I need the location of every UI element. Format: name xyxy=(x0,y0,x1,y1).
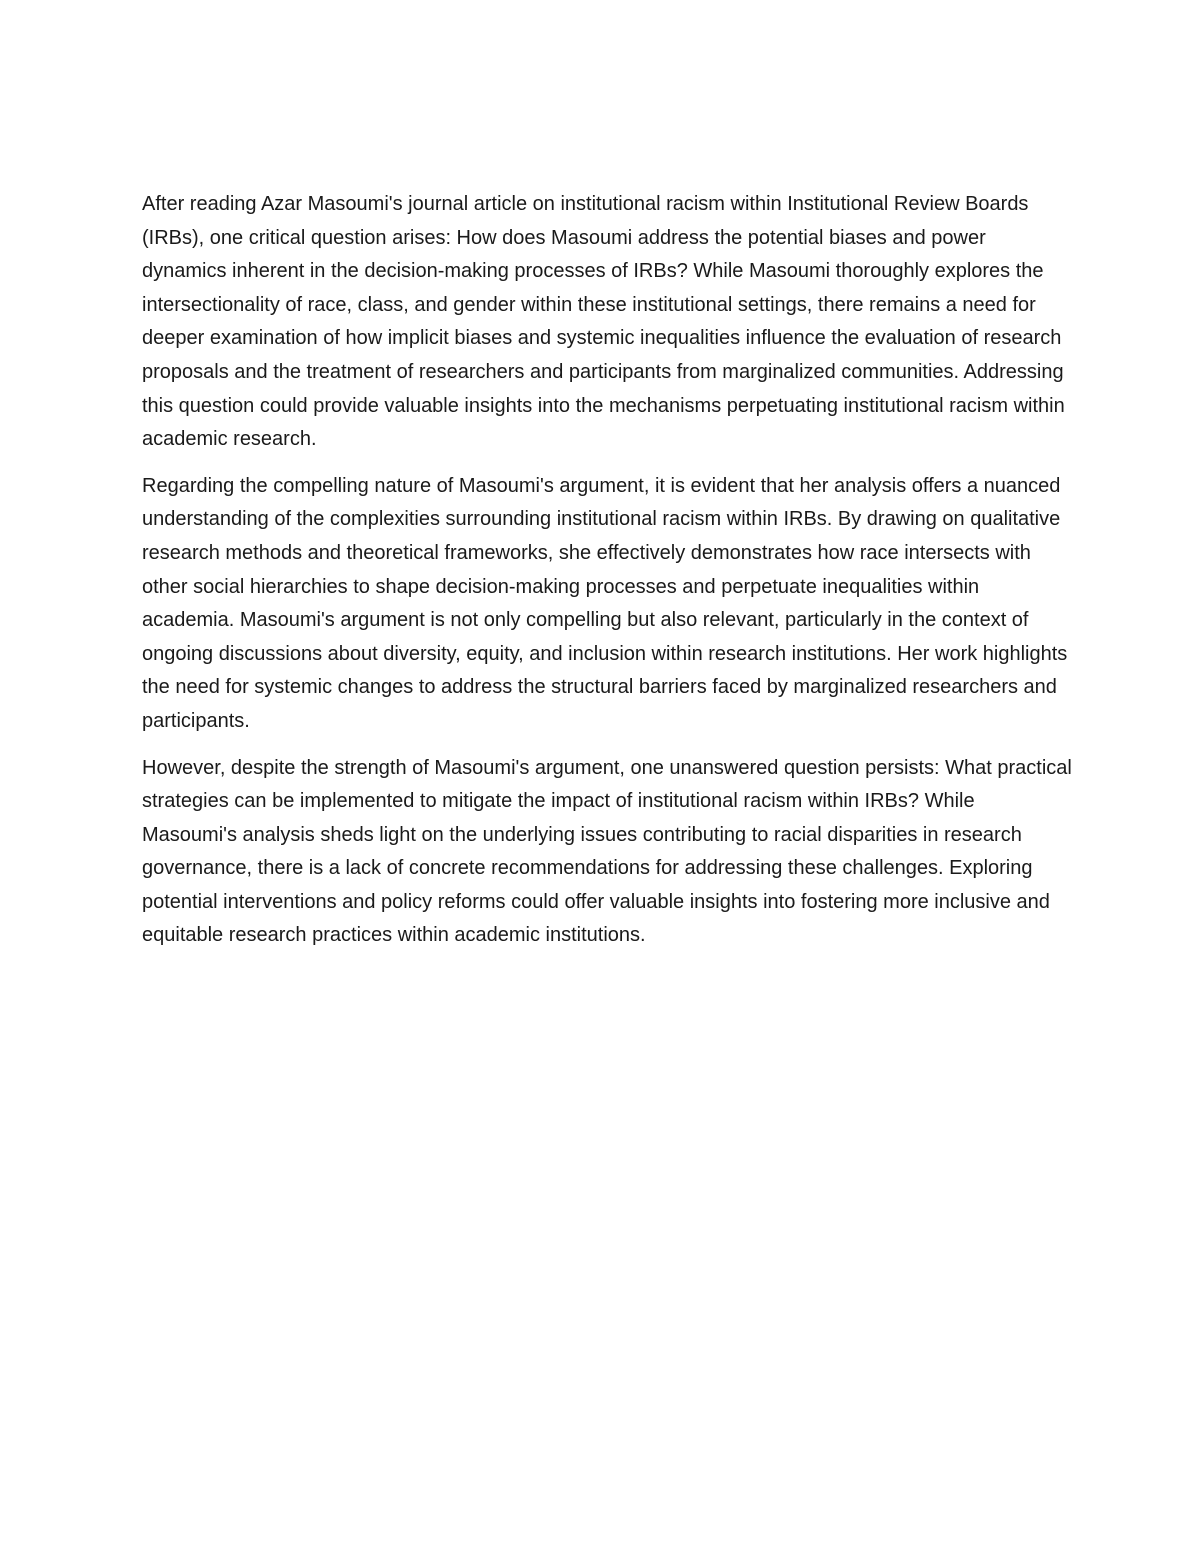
paragraph-3: However, despite the strength of Masoumi's argument, one unanswered question persists: What practical strategies can be implemented to mitigate the impact of institutional racism within IRBs? While Masoumi's analysis sheds light on the underlying issues contributing to racial disparities in research governance, there is a lack of concrete recommendations for addressing these challenges. Exploring potential interventions and policy reforms could offer valuable insights into fostering more inclusive and equitable research practices within academic institutions. xyxy=(142,756,1072,947)
paragraph-1: After reading Azar Masoumi's journal article on institutional racism within Institutional Review Boards (IRBs), one critical question arises: How does Masoumi address the potential biases and power dynamics inherent in the decision-making processes of IRBs? While Masoumi thoroughly explores the intersectionality of race, class, and gender within these institutional settings, there remains a need for deeper examination of how implicit biases and systemic inequalities influence the evaluation of research proposals and the treatment of researchers and participants from marginalized communities. Addressing this question could provide valuable insights into the mechanisms perpetuating institutional racism within academic research. xyxy=(142,193,1065,451)
paragraph-2: Regarding the compelling nature of Masoumi's argument, it is evident that her analysis offers a nuanced understanding of the complexities surrounding institutional racism within IRBs. By drawing on qualitative research methods and theoretical frameworks, she effectively demonstrates how race intersects with other social hierarchies to shape decision-making processes and perpetuate inequalities within academia. Masoumi's argument is not only compelling but also relevant, particularly in the context of ongoing discussions about diversity, equity, and inclusion within research institutions. Her work highlights the need for systemic changes to address the structural barriers faced by marginalized researchers and participants. xyxy=(142,474,1068,732)
document-body xyxy=(142,188,1072,966)
